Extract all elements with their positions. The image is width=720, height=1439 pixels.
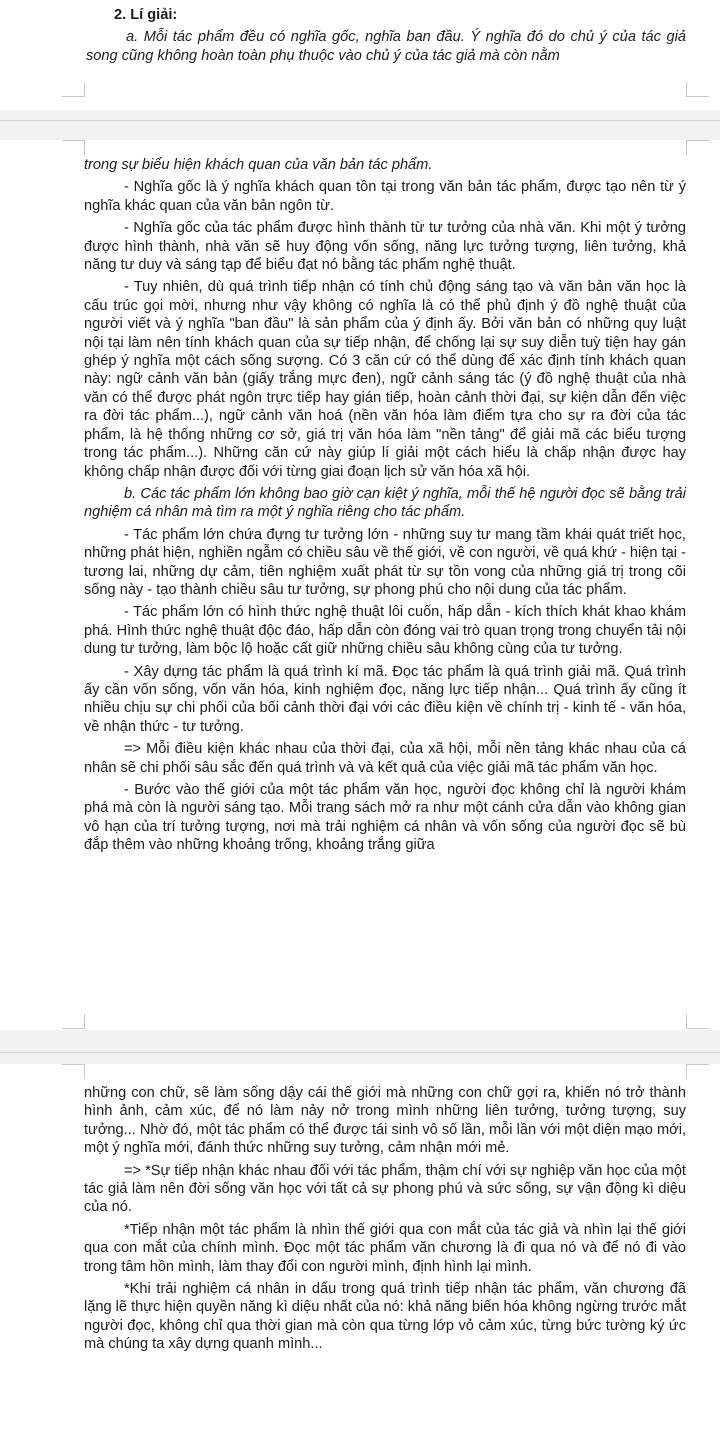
page-corner-mark [686,1014,709,1029]
page-break [0,110,720,140]
paragraph-a-end: trong sự biểu hiện khách quan của văn bản tác phẩm. [84,157,433,173]
paragraph: => *Sự tiếp nhận khác nhau đối với tác phẩm, thậm chí với sự nghiệp văn học của một tác giả làm nên đời sống văn học với tất cả sự phong phú và sức sống, sự vận động kì diệu của nó. [84,1162,686,1216]
page-corner-mark [686,140,709,155]
page-break [0,1030,720,1064]
page-corner-mark [62,1014,85,1029]
paragraph: => Mỗi điều kiện khác nhau của thời đại, của xã hội, mỗi nền tảng khác nhau của cá nhân sẽ chi phối sâu sắc đến quá trình và và kết quả của việc giải mã tác phẩm văn học. [84,741,686,776]
paragraph: - Nghĩa gốc của tác phẩm được hình thành từ tư tưởng của nhà văn. Khi một ý tưởng được hình thành, nhà văn sẽ huy động vốn sống, năng lực tưởng tượng, liên tưởng, khả năng tư duy và sáng tạp để biểu đạt nó bằng tác phẩm nghệ thuật. [84,220,686,274]
paragraph: - Tác phẩm lớn chứa đựng tư tưởng lớn - những suy tư mang tầm khái quát triết học, những phát hiện, nghiền ngẫm có chiều sâu về thế giới, về con người, về quá khứ - hiện tại - tương lai, những dự cảm, tiên nghiệm xuất phát từ sự tồn vong của những giá trị trong cõi sống này - tạo thành chiều sâu tư tưởng, sự phong phú cho nội dung của tác phẩm. [84,526,686,598]
paragraph: *Tiếp nhận một tác phẩm là nhìn thế giới qua con mắt của tác giả và nhìn lại thế giới qua con mắt của chính mình. Đọc một tác phẩm văn chương là đi qua nó và để nó đi vào trong tâm hồn mình, làm thay đổi con người mình, định hình lại mình. [84,1221,686,1275]
paragraph-b: b. Các tác phẩm lớn không bao giờ cạn kiệt ý nghĩa, mỗi thế hệ người đọc sẽ bằng trải nghiệm cá nhân mà tìm ra một ý nghĩa riêng cho tác phẩm. [84,485,686,521]
page-corner-mark [62,140,85,155]
page-corner-mark [62,1064,85,1079]
paragraph: những con chữ, sẽ làm sống dậy cái thế giới mà những con chữ gợi ra, khiến nó trở thành hình ảnh, cảm xúc, để nó làm nảy nở trong mình những liên tưởng, tưởng tượng, suy tưởng... Nhờ đó, một tác phẩm có thể được tái sinh vô số lần, mỗi lần với một diện mạo mới, một ý nghĩa mới, đánh thức những suy tưởng, cảm nhận mới mẻ. [84,1085,686,1157]
page-fragment-1 [0,6,720,110]
page-corner-mark [686,82,709,97]
page-fragment-2 [0,140,720,1030]
paragraph: - Bước vào thế giới của một tác phẩm văn học, người đọc không chỉ là người khám phá mà còn là người sáng tạo. Mỗi trang sách mở ra như một cánh cửa dẫn vào không gian vô hạn của trí tưởng tượng, nơi mà trải nghiệm cá nhân và vốn sống của người đọc sẽ bù đắp thêm vào những khoảng trống, khoảng trắng giữa [84,782,686,854]
paragraph: - Xây dựng tác phẩm là quá trình kí mã. Đọc tác phẩm là quá trình giải mã. Quá trình ấy cần vốn sống, vốn văn hóa, kinh nghiệm đọc, năng lực tiếp nhận... Quá trình ấy cũng ít nhiều chịu sự chi phối của bối cảnh thời đại với các điều kiện về chính trị - kinh tế - văn hóa, về nhận thức - tư tưởng. [84,663,686,735]
paragraph: - Nghĩa gốc là ý nghĩa khách quan tồn tại trong văn bản tác phẩm, được tạo nên từ ý nghĩa khác quan của văn bản ngôn từ. [84,179,686,214]
paragraph: - Tuy nhiên, dù quá trình tiếp nhận có tính chủ động sáng tạo và văn bản văn học là cấu trúc gọi mời, nhưng như vậy không có nghĩa là có thể phủ định ý đồ nghệ thuật của người viết và ý nghĩa "ban đầu" là sản phẩm của ý định ấy. Bởi văn bản có những quy luật nội tại làm nên tính khách quan của sự tiếp nhận, để chống lại sự suy diễn tuỳ tiện hay gán ghép ý nghĩa một cách sống sượng. Có 3 căn cứ có thể dùng để xác định tính khách quan này: ngữ cảnh văn bản (giấy trắng mực đen), ngữ cảnh sáng tác (ý đồ nghệ thuật của nhà văn có thể được phát ngôn trực tiếp hay gián tiếp, hoàn cảnh thời đại, sự kiện dẫn đến việc ra đời tác phẩm...), ngữ cảnh văn hoá (nền văn hóa làm điểm tựa cho sự ra đời của tác phẩm, là hệ thống những cơ sở, giá trị văn hóa làm "nền tảng" để giải mã các biểu tượng trong tác phẩm...). Những căn cứ này giúp lí giải một cách hiểu là chấp nhận được hay không chấp nhận được đối với từng giai đoạn lịch sử văn hóa xã hội. [84,279,686,480]
paragraph-a-start: a. Mỗi tác phẩm đều có nghĩa gốc, nghĩa ban đầu. Ý nghĩa đó do chủ ý của tác giả song cũng không hoàn toàn phụ thuộc vào chủ ý của tác giả mà còn nằm [86,29,686,64]
page-fragment-3 [0,1064,720,1439]
paragraph: *Khi trải nghiệm cá nhân in dấu trong quá trình tiếp nhận tác phẩm, văn chương đã lặng lẽ thực hiện quyền năng kì diệu nhất của nó: khả năng biến hóa không ngừng trước mắt người đọc, không chỉ qua thời gian mà còn qua từng lớp vỏ cảm xúc, từng bức tường ký ức mà chúng ta xây dựng quanh mình... [84,1281,686,1353]
page-corner-mark [62,82,85,97]
paragraph: - Tác phẩm lớn có hình thức nghệ thuật lôi cuốn, hấp dẫn - kích thích khát khao khám phá. Hình thức nghệ thuật độc đáo, hấp dẫn còn đóng vai trò quan trọng trong chuyển tải nội dung tư tưởng, làm bộc lộ hoặc cất giữ những chiều sâu không cùng của tư tưởng. [84,604,686,658]
page-corner-mark [686,1064,709,1079]
section-heading: 2. Lí giải: [114,7,178,23]
